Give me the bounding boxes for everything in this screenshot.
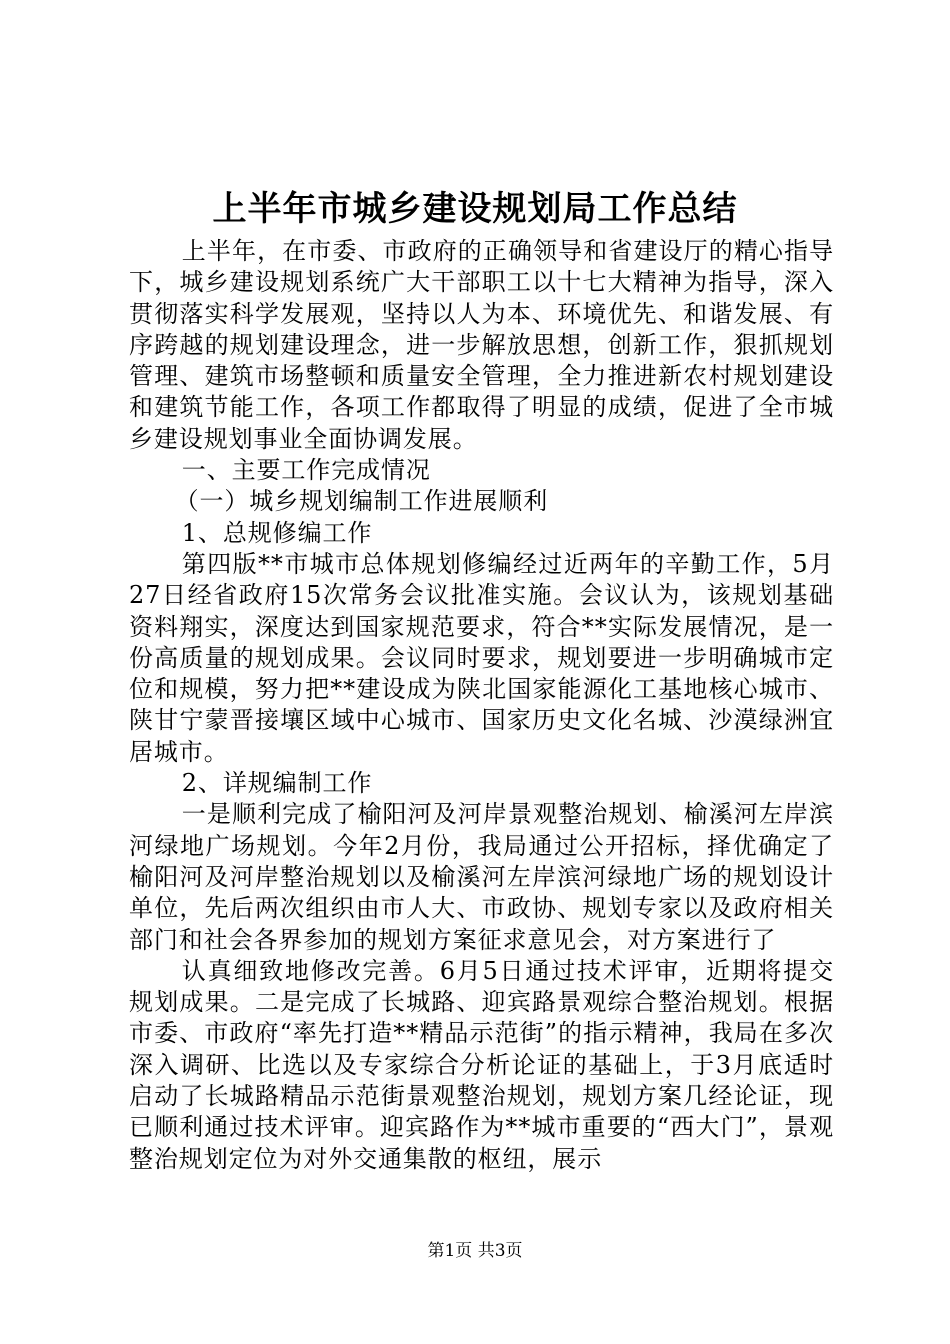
page-number-footer: 第1页 共3页 (427, 1241, 523, 1261)
body-paragraph: 一是顺利完成了榆阳河及河岸景观整治规划、榆溪河左岸滨河绿地广场规划。今年2月份，我局通过公开招标，择优确定了榆阳河及河岸整治规划以及榆溪河左岸滨河绿地广场的规划设计单位，先后两次组织由市人大、市政协、规划专家以及政府相关部门和社会各界参加的规划方案征求意见会，对方案进行了 (129, 800, 834, 954)
document-title: 上半年市城乡建设规划局工作总结 (212, 189, 738, 229)
section-heading: 一、主要工作完成情况 (181, 456, 431, 485)
body-paragraph: 认真细致地修改完善。6月5日通过技术评审，近期将提交规划成果。二是完成了长城路、迎宾路景观综合整治规划。根据市委、市政府“率先打造**精品示范街”的指示精神，我局在多次深入调研、比选以及专家综合分析论证的基础上，于3月底适时启动了长城路精品示范街景观整治规划，规划方案几经论证，现已顺利通过技术评审。迎宾路作为**城市重要的“西大门”，景观整治规划定位为对外交通集散的枢纽，展示 (129, 956, 834, 1173)
document-body (129, 236, 834, 1175)
intro-paragraph: 上半年，在市委、市政府的正确领导和省建设厅的精心指导下，城乡建设规划系统广大干部职工以十七大精神为指导，深入贯彻落实科学发展观，坚持以人为本、环境优先、和谐发展、有序跨越的规划建设理念，进一步解放思想，创新工作，狠抓规划管理、建筑市场整顿和质量安全管理，全力推进新农村规划建设和建筑节能工作，各项工作都取得了明显的成绩，促进了全市城乡建设规划事业全面协调发展。 (129, 237, 834, 453)
body-paragraph: 第四版**市城市总体规划修编经过近两年的辛勤工作，5月27日经省政府15次常务会议批准实施。会议认为，该规划基础资料翔实，深度达到国家规范要求，符合**实际发展情况，是一份高质量的规划成果。会议同时要求，规划要进一步明确城市定位和规模，努力把**建设成为陕北国家能源化工基地核心城市、陕甘宁蒙晋接壤区域中心城市、国家历史文化名城、沙漠绿洲宜居城市。 (129, 549, 834, 766)
subsection-heading: （一）城乡规划编制工作进展顺利 (174, 487, 549, 516)
item-heading-1: 1、总规修编工作 (181, 518, 373, 547)
item-heading-2: 2、详规编制工作 (181, 769, 373, 798)
